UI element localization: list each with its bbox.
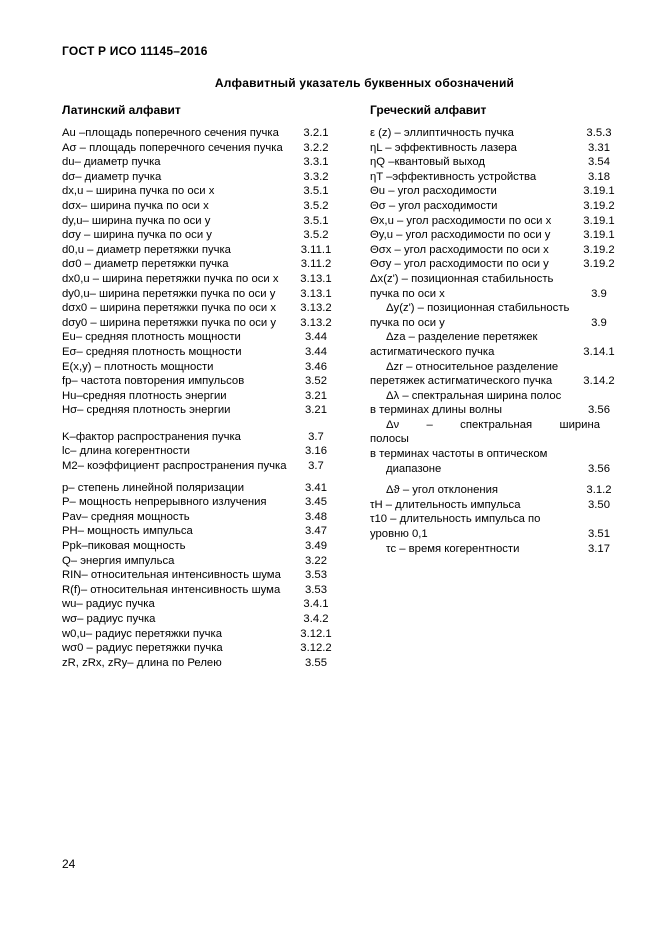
entry-clause-number: 3.52 <box>305 375 327 388</box>
entry-text: Au –площадь поперечного сечения пучка <box>62 127 279 139</box>
index-entry <box>370 462 614 477</box>
entry-text: dy0,u– ширина перетяжки пучка по оси y <box>62 287 276 300</box>
entry-clause-number: 3.46 <box>305 360 327 373</box>
index-entry <box>370 287 614 302</box>
entry-clause-number: 3.13.2 <box>300 316 332 329</box>
entry-text: R(f)– относительная интенсивность шума <box>62 583 281 596</box>
entry-clause-number: 3.45 <box>305 496 327 509</box>
entry-clause-number: 3.12.1 <box>300 627 332 640</box>
index-entry <box>370 403 614 418</box>
index-entry <box>62 444 342 459</box>
entry-clause-number: 3.2.1 <box>303 127 329 139</box>
entry-text: RIN– относительная интенсивность шума <box>62 569 281 582</box>
entry-text: τ10 – длительность импульса по <box>370 513 541 526</box>
entry-clause-number: 3.7 <box>308 430 324 443</box>
entry-text: dx,u – ширина пучка по оси x <box>62 185 215 198</box>
latin-heading: Латинский алфавит <box>62 103 181 117</box>
index-entry <box>62 316 342 331</box>
entry-text: wσ0 – радиус перетяжки пучка <box>62 642 223 655</box>
index-entry <box>62 656 342 671</box>
entry-clause-number: 3.7 <box>308 460 324 473</box>
entry-text: K–фактор распространения пучка <box>62 430 241 443</box>
entry-text: Ppk–пиковая мощность <box>62 540 186 553</box>
entry-clause-number: 3.4.1 <box>303 598 329 611</box>
entry-clause-number: 3.55 <box>305 656 327 669</box>
entry-clause-number: 3.22 <box>305 554 327 567</box>
standard-header: ГОСТ Р ИСО 11145–2016 <box>62 44 208 58</box>
index-entry <box>62 287 342 302</box>
entry-clause-number: 3.54 <box>588 156 610 169</box>
entry-clause-number: 3.48 <box>305 510 327 523</box>
entry-clause-number: 3.21 <box>305 404 327 417</box>
entry-clause-number: 3.3.2 <box>303 170 329 183</box>
entry-text: в терминах частоты в оптическом <box>370 448 548 461</box>
entry-text: в терминах длины волны <box>370 404 502 417</box>
index-entry <box>370 345 614 360</box>
entry-text: PH– мощность импульса <box>62 525 193 538</box>
index-entry <box>370 527 614 542</box>
entry-text: Δϑ – угол отклонения <box>386 484 499 497</box>
index-entry <box>62 330 342 345</box>
entry-clause-number: 3.44 <box>305 331 327 344</box>
entry-text: dσ– диаметр пучка <box>62 170 162 183</box>
entry-text: Eu– средняя плотность мощности <box>62 331 241 344</box>
greek-symbol-list <box>370 126 614 556</box>
index-entry <box>62 141 342 156</box>
entry-text: Q– энергия импульса <box>62 554 175 567</box>
index-entry <box>62 374 342 389</box>
entry-text: M2– коэффициент распространения пучка <box>62 460 287 473</box>
entry-clause-number: 3.16 <box>305 445 327 458</box>
entry-text: fp– частота повторения импульсов <box>62 375 245 388</box>
index-entry <box>62 403 342 418</box>
index-entry <box>62 170 342 185</box>
entry-text: ηT –эффективность устройства <box>370 170 537 183</box>
entry-clause-number: 3.5.3 <box>586 127 612 139</box>
entry-text: Hu–средняя плотность энергии <box>62 389 227 402</box>
index-entry <box>370 498 614 513</box>
index-entry <box>370 360 614 375</box>
entry-text: τc – время когерентности <box>386 542 520 555</box>
entry-text: du– диаметр пучка <box>62 156 161 169</box>
index-entry <box>62 524 342 539</box>
entry-text: астигматического пучка <box>370 345 495 358</box>
entry-text: диапазоне <box>386 462 442 475</box>
entry-text: пучка по оси y <box>370 316 445 329</box>
index-entry <box>370 243 614 258</box>
entry-clause-number: 3.41 <box>305 481 327 494</box>
index-entry <box>370 170 614 185</box>
entry-clause-number: 3.49 <box>305 540 327 553</box>
entry-clause-number: 3.19.1 <box>583 229 615 242</box>
entry-clause-number: 3.9 <box>591 287 607 300</box>
latin-symbol-list <box>62 126 342 670</box>
index-entry <box>62 539 342 554</box>
index-entry <box>62 568 342 583</box>
entry-text: Δza – разделение перетяжек <box>386 331 538 344</box>
index-entry <box>370 214 614 229</box>
index-entry <box>370 272 614 287</box>
entry-clause-number: 3.13.1 <box>300 287 332 300</box>
entry-text: пучка по оси x <box>370 287 445 300</box>
index-entry <box>370 228 614 243</box>
entry-text: wu– радиус пучка <box>62 598 155 611</box>
entry-text: Θσx – угол расходимости по оси x <box>370 243 549 256</box>
index-entry <box>62 627 342 642</box>
index-entry <box>370 389 614 404</box>
entry-text: dσ0 – диаметр перетяжки пучка <box>62 258 229 271</box>
index-entry <box>370 126 614 141</box>
entry-text: Δx(z') – позиционная стабильность <box>370 272 554 285</box>
entry-text: Θσ – угол расходимости <box>370 199 498 212</box>
index-entry <box>62 641 342 656</box>
entry-clause-number: 3.5.2 <box>303 229 329 242</box>
entry-text: Δzr – относительное разделение <box>386 360 559 373</box>
entry-clause-number: 3.21 <box>305 389 327 402</box>
entry-clause-number: 3.51 <box>588 528 610 541</box>
entry-clause-number: 3.56 <box>588 404 610 417</box>
entry-text: Pav– средняя мощность <box>62 510 190 523</box>
index-entry <box>62 272 342 287</box>
entry-text: τH – длительность импульса <box>370 498 521 511</box>
index-title: Алфавитный указатель буквенных обозначений <box>214 76 515 90</box>
index-entry <box>62 554 342 569</box>
entry-clause-number: 3.5.2 <box>303 199 329 212</box>
index-entry <box>62 389 342 404</box>
entry-text: перетяжек астигматического пучка <box>370 375 553 388</box>
index-entry <box>370 374 614 389</box>
greek-heading: Греческий алфавит <box>370 103 487 117</box>
index-entry <box>62 155 342 170</box>
entry-clause-number: 3.12.2 <box>300 642 332 655</box>
entry-clause-number: 3.14.2 <box>583 375 615 388</box>
index-entry <box>62 126 342 141</box>
entry-text: dx0,u – ширина перетяжки пучка по оси x <box>62 272 279 285</box>
entry-text: ηQ –квантовый выход <box>370 156 485 169</box>
entry-text: zR, zRx, zRy– длина по Релею <box>62 656 222 669</box>
entry-clause-number: 3.53 <box>305 583 327 596</box>
entry-text: Aσ – площадь поперечного сечения пучка <box>62 141 283 154</box>
index-entry <box>62 257 342 272</box>
entry-text: ηL – эффективность лазера <box>370 141 517 154</box>
entry-text: Θx,u – угол расходимости по оси x <box>370 214 552 227</box>
entry-clause-number: 3.44 <box>305 345 327 358</box>
entry-text: dy,u– ширина пучка по оси y <box>62 214 211 227</box>
entry-clause-number: 3.56 <box>588 462 610 475</box>
entry-clause-number: 3.5.1 <box>303 185 329 198</box>
index-entry <box>370 418 614 433</box>
index-entry <box>62 228 342 243</box>
entry-clause-number: 3.14.1 <box>583 345 615 358</box>
entry-text: lc– длина когерентности <box>62 445 190 458</box>
entry-text: P– мощность непрерывного излучения <box>62 496 267 509</box>
entry-text: Θu – угол расходимости <box>370 185 497 198</box>
index-entry <box>62 345 342 360</box>
index-entry <box>62 495 342 510</box>
index-entry <box>370 542 614 557</box>
entry-clause-number: 3.13.2 <box>300 302 332 315</box>
entry-clause-number: 3.13.1 <box>300 272 332 285</box>
entry-clause-number: 3.2.2 <box>303 141 329 154</box>
entry-clause-number: 3.11.2 <box>300 258 332 271</box>
entry-text: wσ– радиус пучка <box>62 613 156 625</box>
index-entry <box>62 360 342 375</box>
index-entry <box>370 512 614 527</box>
entry-clause-number: 3.31 <box>588 141 610 154</box>
index-entry <box>370 141 614 156</box>
entry-clause-number: 3.19.1 <box>583 214 615 227</box>
entry-clause-number: 3.18 <box>588 170 610 183</box>
index-entry <box>62 459 342 474</box>
entry-clause-number: 3.1.2 <box>586 484 612 497</box>
index-entry <box>62 510 342 525</box>
index-entry <box>62 184 342 199</box>
index-entry <box>62 612 342 627</box>
index-entry <box>62 301 342 316</box>
entry-clause-number: 3.50 <box>588 498 610 511</box>
entry-clause-number: 3.17 <box>588 542 610 555</box>
index-entry <box>370 330 614 345</box>
index-entry <box>370 447 614 462</box>
entry-clause-number: 3.19.2 <box>583 258 615 271</box>
entry-text: уровню 0,1 <box>370 528 428 541</box>
index-entry <box>62 430 342 445</box>
entry-text: Eσ– средняя плотность мощности <box>62 345 242 358</box>
entry-text: Δν – спектральная ширина <box>386 418 600 431</box>
index-entry <box>370 184 614 199</box>
entry-clause-number: 3.3.1 <box>303 156 329 169</box>
entry-clause-number: 3.19.2 <box>583 243 615 256</box>
index-entry <box>370 257 614 272</box>
entry-clause-number: 3.4.2 <box>303 613 329 625</box>
entry-text: p– степень линейной поляризации <box>62 481 245 494</box>
index-entry <box>62 243 342 258</box>
entry-text: ε (z) – эллиптичность пучка <box>370 127 514 139</box>
entry-text: dσx– ширина пучка по оси x <box>62 199 209 212</box>
entry-clause-number: 3.19.2 <box>583 199 615 212</box>
entry-text: Δλ – спектральная ширина полос <box>386 389 562 402</box>
index-entry <box>370 432 614 447</box>
entry-text: d0,u – диаметр перетяжки пучка <box>62 243 231 256</box>
entry-text: Δy(z') – позиционная стабильность <box>386 302 570 315</box>
entry-text: dσy – ширина пучка по оси y <box>62 229 212 242</box>
index-entry <box>62 597 342 612</box>
entry-clause-number: 3.47 <box>305 525 327 538</box>
index-entry <box>370 155 614 170</box>
entry-clause-number: 3.19.1 <box>583 185 615 198</box>
index-entry <box>370 199 614 214</box>
entry-clause-number: 3.53 <box>305 569 327 582</box>
entry-text: Θy,u – угол расходимости по оси y <box>370 229 551 242</box>
index-entry <box>62 583 342 598</box>
entry-text: E(x,y) – плотность мощности <box>62 360 214 373</box>
entry-text: Θσy – угол расходимости по оси y <box>370 258 549 271</box>
entry-text: полосы <box>370 433 409 446</box>
index-entry <box>62 214 342 229</box>
index-entry <box>370 316 614 331</box>
entry-text: Hσ– средняя плотность энергии <box>62 404 231 417</box>
page-number: 24 <box>62 857 76 871</box>
index-entry <box>62 199 342 214</box>
index-entry <box>370 301 614 316</box>
entry-clause-number: 3.5.1 <box>303 214 329 227</box>
entry-text: w0,u– радиус перетяжки пучка <box>62 627 223 640</box>
index-entry <box>370 483 614 498</box>
entry-text: dσx0 – ширина перетяжки пучка по оси x <box>62 302 277 315</box>
entry-clause-number: 3.9 <box>591 316 607 329</box>
entry-text: dσy0 – ширина перетяжки пучка по оси y <box>62 316 277 329</box>
index-entry <box>62 481 342 496</box>
entry-clause-number: 3.11.1 <box>300 243 332 256</box>
